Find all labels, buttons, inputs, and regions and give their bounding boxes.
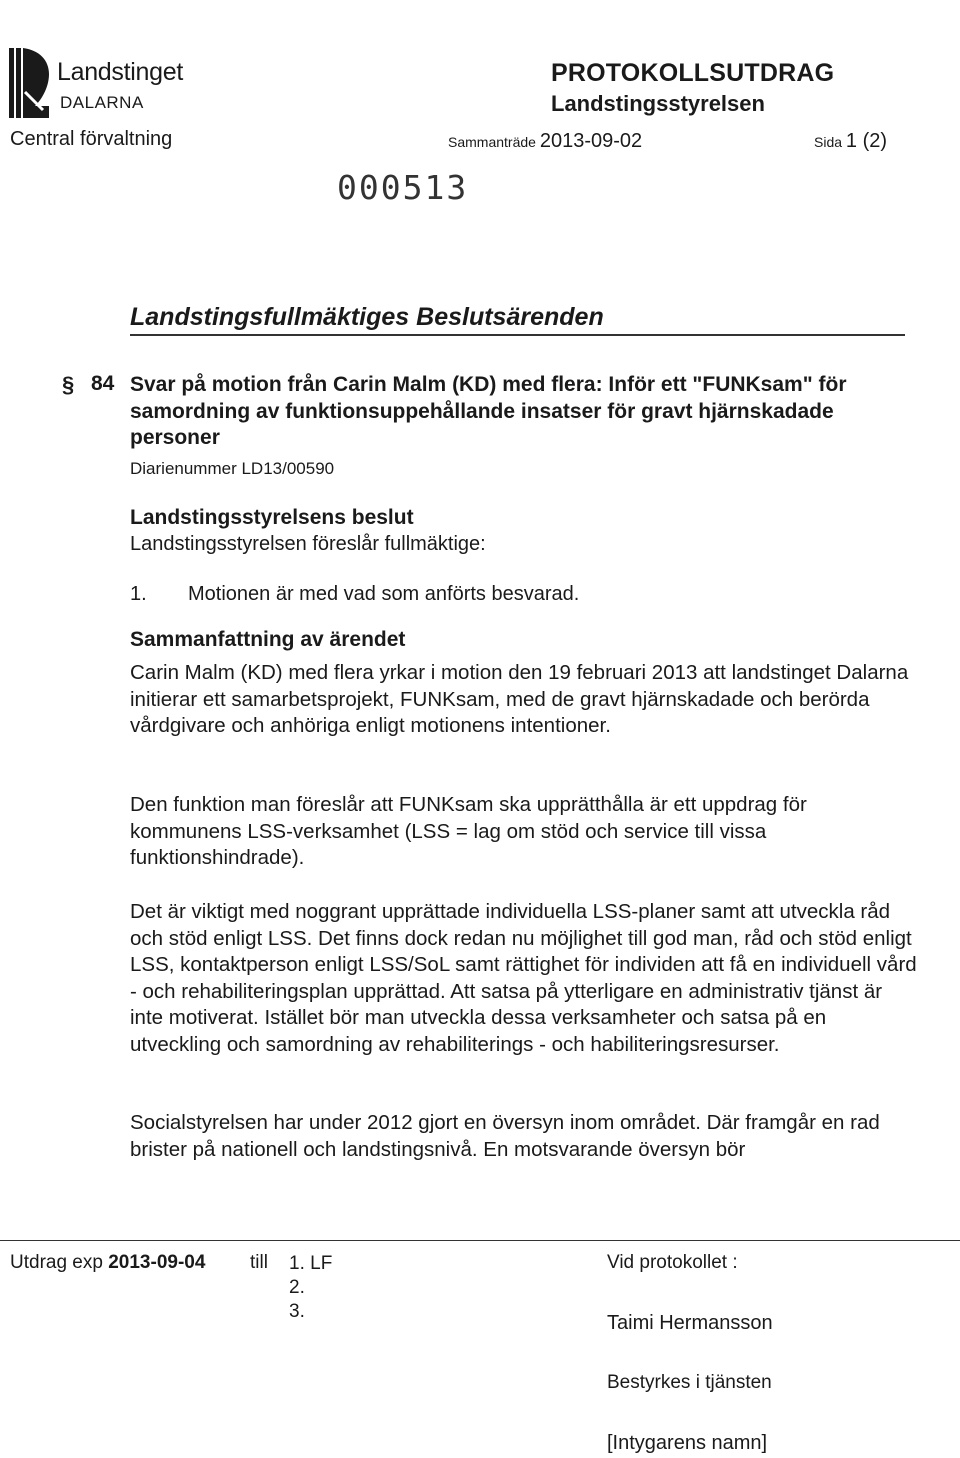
recipient-item: 2. [289, 1277, 305, 1298]
department-name: Central förvaltning [10, 128, 173, 150]
summary-heading: Sammanfattning av ärendet [130, 628, 406, 651]
logo-name: Landstinget [57, 58, 183, 86]
document-type: PROTOKOLLSUTDRAG [551, 59, 835, 87]
summary-paragraph: Det är viktigt med noggrant upprättade individuella LSS-planer samt att utveckla råd och stöd enligt LSS. Det finns dock redan nu möjlighet till god man, råd och stöd enligt LSS, kontaktperson enligt LSS/SoL samt rättighet för individen att få en individuell vård - och rehabiliteringsplan upprättad. Att satsa på ytterligare en administrativ tjänst är inte motiverat. Istället bör man utveckla dessa verksamheter och satsa på en utveckling och samordning av rehabiliterings - och habiliteringsresurser. [130, 900, 917, 1056]
signer-name: Taimi Hermansson [607, 1312, 773, 1334]
extract-date: 2013-09-04 [108, 1252, 206, 1273]
recipient-list [289, 1252, 332, 1324]
meeting-label: Sammanträde [448, 134, 536, 150]
board-name: Landstingsstyrelsen [551, 91, 765, 116]
decision-intro: Landstingsstyrelsen föreslår fullmäktige: [130, 533, 486, 555]
item-heading: Svar på motion från Carin Malm (KD) med flera: Inför ett "FUNKsam" för samordning av funktionsuppehållande insatser för gravt hjärnskadade personer [130, 373, 847, 449]
decision-heading: Landstingsstyrelsens beslut [130, 506, 414, 529]
page-number: 1 (2) [845, 130, 888, 152]
recipient-item: 3. [289, 1301, 305, 1322]
recipient-item: 1. LF [289, 1253, 333, 1274]
extract-label: Utdrag exp [10, 1252, 103, 1273]
page-label: Sida [814, 134, 843, 150]
extract-info [10, 1252, 205, 1274]
meeting-info [448, 130, 642, 153]
agenda-divider [130, 334, 905, 336]
logo-region: DALARNA [60, 93, 144, 112]
footer-divider [0, 1240, 960, 1241]
summary-paragraph: Socialstyrelsen har under 2012 gjort en översyn inom området. Där framgår en rad brister på nationell och landstingsnivå. En motsvarande översyn bör [130, 1111, 880, 1161]
certifier-name: [Intygarens namn] [607, 1432, 768, 1454]
section-sign: § [62, 372, 75, 397]
decision-point-text: Motionen är med vad som anförts besvarad. [188, 583, 580, 605]
landstinget-logo-icon [9, 48, 51, 118]
till-label: till [250, 1252, 268, 1273]
protocol-label: Vid protokollet : [607, 1252, 738, 1273]
summary-paragraph: Den funktion man föreslår att FUNKsam ska upprätthålla är ett uppdrag för kommunens LSS-verksamhet (LSS = lag om stöd och service till vissa funktionshindrade). [130, 793, 807, 869]
stamp-number: 000513 [337, 168, 469, 207]
page-info [814, 130, 887, 153]
summary-paragraph: Carin Malm (KD) med flera yrkar i motion den 19 februari 2013 att landstinget Dalarna initierar ett samarbetsprojekt, FUNKsam, med de gravt hjärnskadade och berörda vårdgivare och anhöriga enligt motionens intentioner. [130, 661, 909, 737]
certified-label: Bestyrkes i tjänsten [607, 1372, 772, 1393]
meeting-date: 2013-09-02 [539, 130, 643, 152]
agenda-title: Landstingsfullmäktiges Beslutsärenden [130, 303, 604, 331]
diarie-number: Diarienummer LD13/00590 [130, 459, 335, 478]
decision-point-number: 1. [130, 583, 147, 605]
section-number: 84 [91, 372, 115, 395]
